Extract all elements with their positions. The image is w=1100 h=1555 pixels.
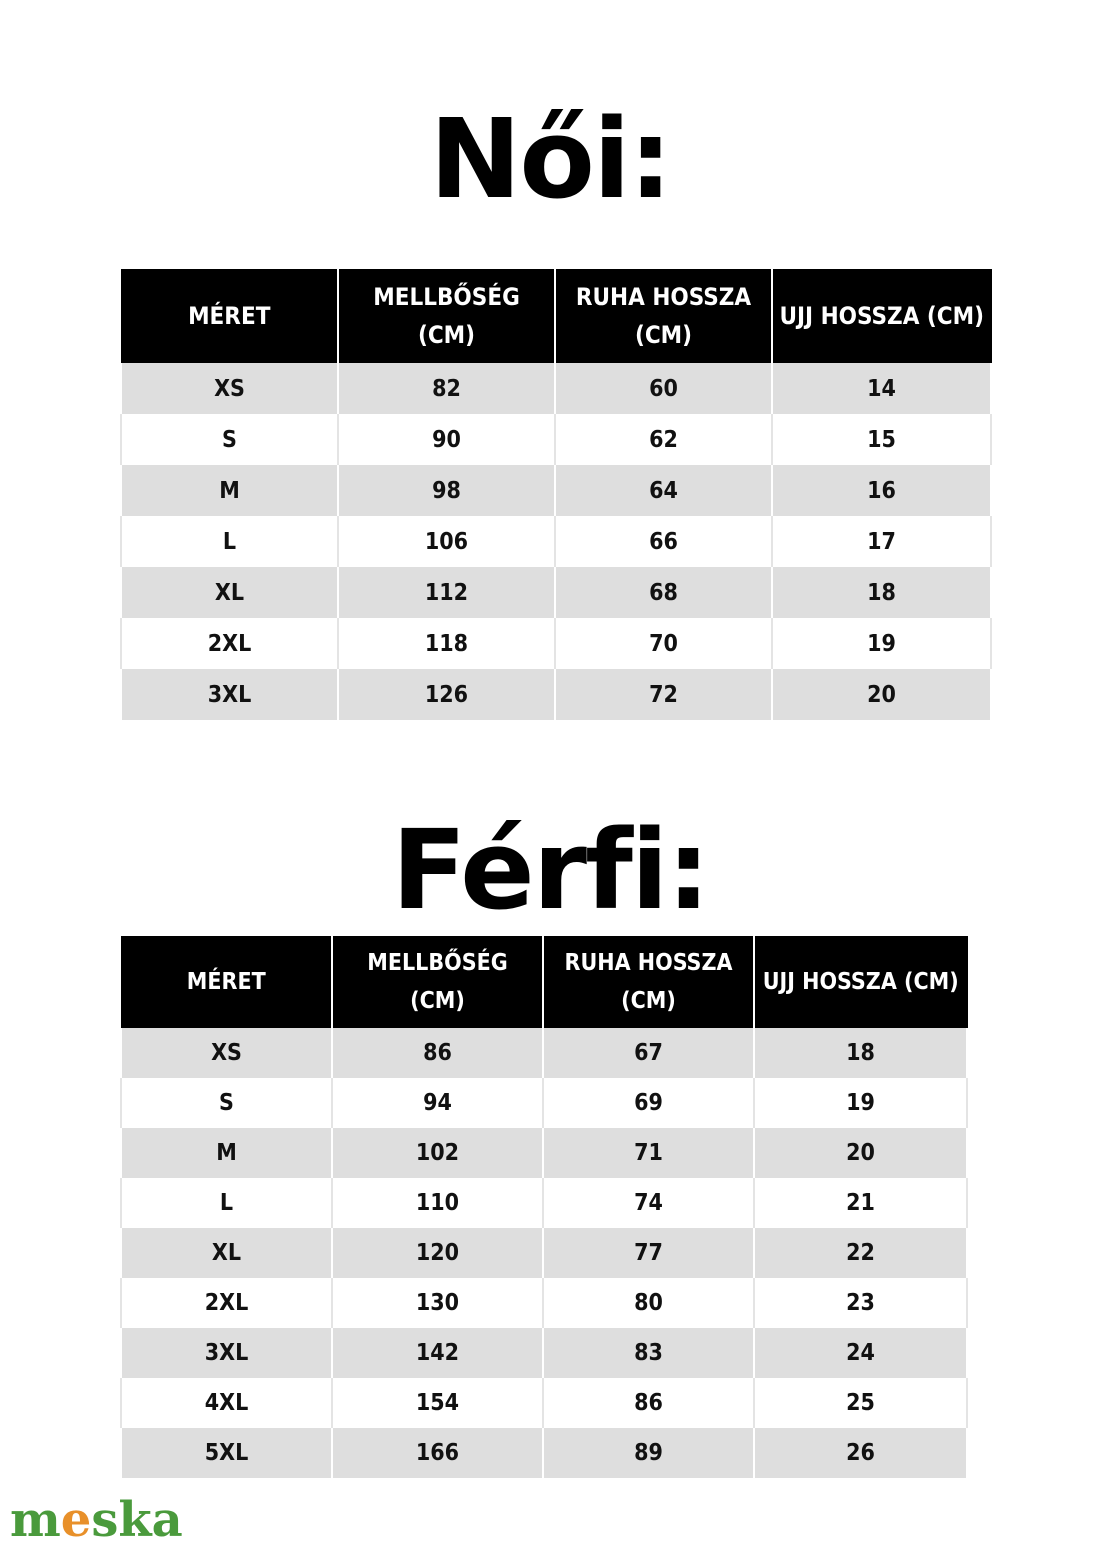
- cell-size: XL: [121, 1228, 332, 1278]
- cell-sleeve: 18: [754, 1028, 967, 1078]
- table-row: [121, 567, 991, 618]
- cell-sleeve: 20: [754, 1128, 967, 1178]
- logo-letter: a: [151, 1492, 183, 1548]
- cell-chest: 98: [338, 465, 555, 516]
- cell-length: 69: [543, 1078, 754, 1128]
- table-row: [121, 363, 991, 414]
- cell-length: 67: [543, 1028, 754, 1078]
- cell-size: 2XL: [121, 1278, 332, 1328]
- header-ruha-hossza: RUHA HOSSZA (CM): [543, 936, 754, 1028]
- cell-length: 72: [555, 669, 772, 720]
- cell-size: 3XL: [121, 1328, 332, 1378]
- cell-length: 60: [555, 363, 772, 414]
- cell-length: 89: [543, 1428, 754, 1478]
- cell-length: 62: [555, 414, 772, 465]
- cell-length: 83: [543, 1328, 754, 1378]
- cell-chest: 106: [338, 516, 555, 567]
- cell-size: XS: [121, 1028, 332, 1078]
- cell-chest: 142: [332, 1328, 543, 1378]
- header-mellboseg: MELLBŐSÉG (CM): [332, 936, 543, 1028]
- header-ruha-hossza: RUHA HOSSZA (CM): [555, 269, 772, 363]
- cell-chest: 118: [338, 618, 555, 669]
- cell-chest: 86: [332, 1028, 543, 1078]
- cell-size: XL: [121, 567, 338, 618]
- table-row: [121, 1078, 967, 1128]
- cell-size: L: [121, 1178, 332, 1228]
- cell-chest: 120: [332, 1228, 543, 1278]
- cell-size: S: [121, 414, 338, 465]
- table-row: [121, 1178, 967, 1228]
- size-table-ferfi: [120, 936, 968, 1478]
- table-row: [121, 1378, 967, 1428]
- logo-letter: e: [60, 1492, 92, 1548]
- logo-letter: m: [10, 1492, 61, 1548]
- cell-size: 2XL: [121, 618, 338, 669]
- cell-sleeve: 20: [772, 669, 991, 720]
- table-row: [121, 1428, 967, 1478]
- header-ujj-hossza: UJJ HOSSZA (CM): [772, 269, 991, 363]
- cell-size: M: [121, 465, 338, 516]
- cell-sleeve: 23: [754, 1278, 967, 1328]
- cell-sleeve: 22: [754, 1228, 967, 1278]
- cell-sleeve: 18: [772, 567, 991, 618]
- header-meret: MÉRET: [121, 269, 338, 363]
- header-meret: MÉRET: [121, 936, 332, 1028]
- cell-sleeve: 17: [772, 516, 991, 567]
- cell-size: XS: [121, 363, 338, 414]
- logo-letter: k: [118, 1492, 152, 1548]
- size-table-noi: [120, 269, 992, 720]
- header-ujj-hossza: UJJ HOSSZA (CM): [754, 936, 967, 1028]
- logo-letter: s: [91, 1492, 119, 1548]
- table-row: [121, 1278, 967, 1328]
- cell-chest: 166: [332, 1428, 543, 1478]
- table-row: [121, 465, 991, 516]
- cell-length: 66: [555, 516, 772, 567]
- meska-logo: [10, 1492, 183, 1548]
- cell-length: 70: [555, 618, 772, 669]
- cell-size: L: [121, 516, 338, 567]
- cell-size: 4XL: [121, 1378, 332, 1428]
- table-row: [121, 1328, 967, 1378]
- cell-chest: 102: [332, 1128, 543, 1178]
- cell-sleeve: 19: [754, 1078, 967, 1128]
- cell-chest: 110: [332, 1178, 543, 1228]
- cell-size: 3XL: [121, 669, 338, 720]
- cell-size: M: [121, 1128, 332, 1178]
- cell-size: 5XL: [121, 1428, 332, 1478]
- cell-size: S: [121, 1078, 332, 1128]
- cell-sleeve: 16: [772, 465, 991, 516]
- cell-chest: 126: [338, 669, 555, 720]
- title-noi: Női:: [429, 95, 671, 223]
- header-mellboseg: MELLBŐSÉG (CM): [338, 269, 555, 363]
- cell-length: 80: [543, 1278, 754, 1328]
- title-ferfi: Férfi:: [391, 806, 709, 934]
- cell-sleeve: 14: [772, 363, 991, 414]
- cell-sleeve: 15: [772, 414, 991, 465]
- cell-length: 68: [555, 567, 772, 618]
- cell-length: 71: [543, 1128, 754, 1178]
- cell-length: 77: [543, 1228, 754, 1278]
- table-row: [121, 669, 991, 720]
- cell-sleeve: 24: [754, 1328, 967, 1378]
- cell-chest: 82: [338, 363, 555, 414]
- cell-chest: 154: [332, 1378, 543, 1428]
- cell-length: 86: [543, 1378, 754, 1428]
- cell-chest: 90: [338, 414, 555, 465]
- table-header-row: [121, 936, 967, 1028]
- cell-sleeve: 25: [754, 1378, 967, 1428]
- table-row: [121, 516, 991, 567]
- cell-length: 64: [555, 465, 772, 516]
- table-header-row: [121, 269, 991, 363]
- table-row: [121, 1128, 967, 1178]
- table-row: [121, 1028, 967, 1078]
- table-row: [121, 1228, 967, 1278]
- cell-sleeve: 26: [754, 1428, 967, 1478]
- table-row: [121, 618, 991, 669]
- cell-chest: 94: [332, 1078, 543, 1128]
- cell-chest: 112: [338, 567, 555, 618]
- cell-length: 74: [543, 1178, 754, 1228]
- cell-sleeve: 21: [754, 1178, 967, 1228]
- cell-sleeve: 19: [772, 618, 991, 669]
- table-row: [121, 414, 991, 465]
- cell-chest: 130: [332, 1278, 543, 1328]
